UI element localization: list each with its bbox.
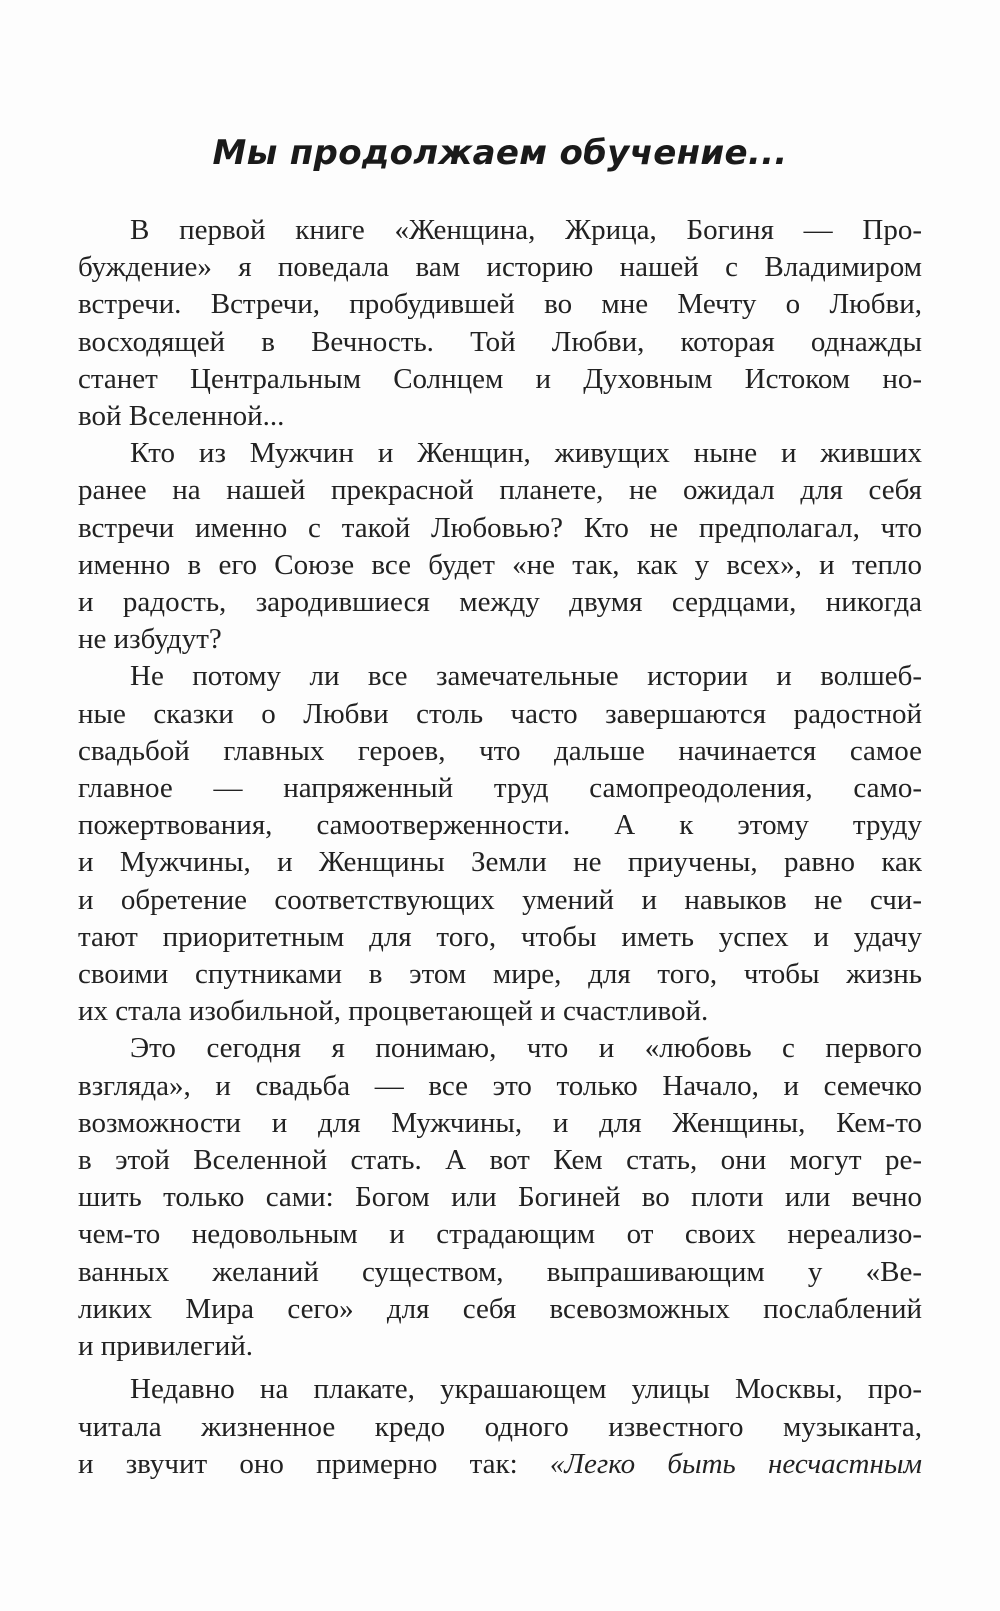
text-line: буждение» я поведала вам историю нашей с Владимиром [78,251,922,284]
text-line: в этой Вселенной стать. А вот Кем стать, они могут ре- [78,1144,922,1177]
text-line: главное — напряженный труд самопреодоления, само- [78,772,922,805]
text-line: станет Центральным Солнцем и Духовным Истоком но- [78,362,922,395]
paragraph-5 [78,1371,922,1483]
text-line: и обретение соответствующих умений и навыков не счи- [78,883,922,916]
text-line: Кто из Мужчин и Женщин, живущих ныне и живших [130,437,922,470]
text-line: встречи именно с такой Любовью? Кто не предполагал, что [78,511,922,544]
text-line: Это сегодня я понимаю, что и «любовь с первого [130,1032,922,1065]
text-line: встречи. Встречи, пробудившей во мне Мечту о Любви, [78,288,922,321]
text-run: и звучит оно примерно так: [78,1447,550,1480]
text-line: Не потому ли все замечательные истории и волшеб- [130,660,922,693]
text-line: их стала изобильной, процветающей и счастливой. [78,995,709,1028]
text-line-final [78,1446,922,1483]
text-line: читала жизненное кредо одного известного музыканта, [78,1410,922,1443]
text-line: вой Вселенной... [78,400,285,433]
text-line: тают приоритетным для того, чтобы иметь успех и удачу [78,920,922,953]
text-line: ванных желаний существом, выпрашивающим у «Ве- [78,1255,922,1288]
paragraph-1 [78,212,922,435]
text-line: возможности и для Мужчины, и для Женщины, Кем-то [78,1106,922,1139]
text-line: и привилегий. [78,1330,254,1363]
text-line: шить только сами: Богом или Богиней во плоти или вечно [78,1181,922,1214]
paragraph-4 [78,1030,922,1365]
text-line: и радость, зародившиеся между двумя сердцами, никогда [78,586,922,619]
body-text [78,212,922,1483]
paragraph-2 [78,435,922,658]
text-line: именно в его Союзе все будет «не так, как у всех», и тепло [78,548,922,581]
text-line: пожертвования, самоотверженности. А к этому труду [78,809,922,842]
text-line: ные сказки о Любви столь часто завершаются радостной [78,697,922,730]
text-line: чем-то недовольным и страдающим от своих нереализо- [78,1218,922,1251]
text-line: и Мужчины, и Женщины Земли не приучены, равно как [78,846,922,879]
text-line: взгляда», и свадьба — все это только Начало, и семечко [78,1069,922,1102]
paragraph-3 [78,658,922,1030]
text-line: ликих Мира сего» для себя всевозможных послаблений [78,1292,922,1325]
text-line: В первой книге «Женщина, Жрица, Богиня — Про- [130,214,922,246]
text-line: не избудут? [78,623,222,656]
italic-quote: «Легко быть несчастным [549,1447,922,1480]
text-line: Недавно на плакате, украшающем улицы Москвы, про- [130,1373,922,1406]
text-line: своими спутниками в этом мире, для того, чтобы жизнь [78,958,922,991]
chapter-heading: Мы продолжаем обучение... [212,133,788,173]
text-line: ранее на нашей прекрасной планете, не ожидал для себя [78,474,922,507]
text-line: восходящей в Вечность. Той Любви, которая однажды [78,325,922,358]
text-line: свадьбой главных героев, что дальше начинается самое [78,734,922,767]
